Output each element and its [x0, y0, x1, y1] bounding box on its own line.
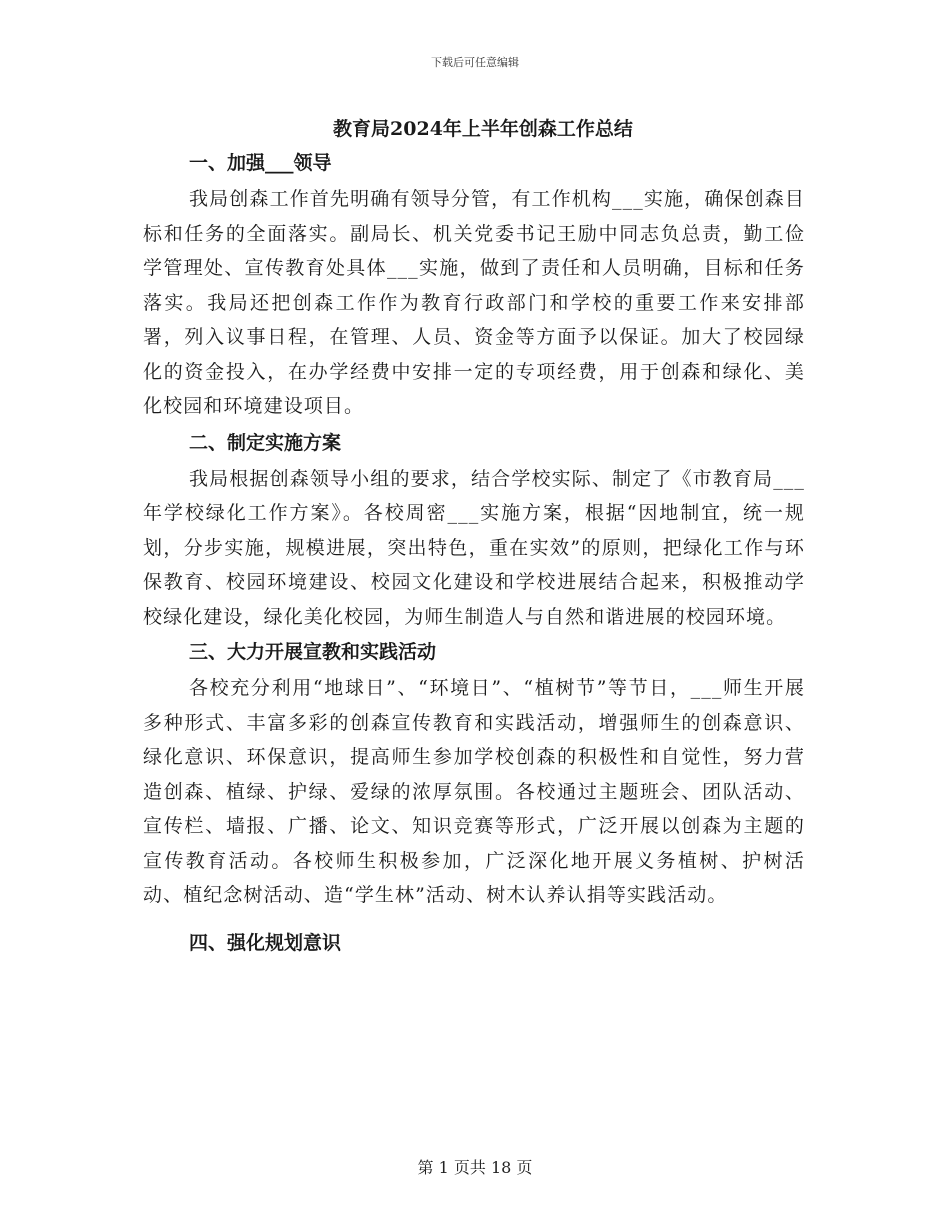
- section-paragraph-3: 各校充分利用“地球日”、“环境日”、“植树节”等节日，___师生开展多种形式、丰富多彩的创森宣传教育和实践活动，增强师生的创森意识、绿化意识、环保意识，提高师生参加学校创森的积极性和自觉性，努力营造创森、植绿、护绿、爱绿的浓厚氛围。各校通过主题班会、团队活动、宣传栏、墙报、广播、论文、知识竞赛等形式，广泛开展以创森为主题的宣传教育活动。各校师生积极参加，广泛深化地开展义务植树、护树活动、植纪念树活动、造“学生林”活动、树木认养认捐等实践活动。: [143, 677, 805, 906]
- section-heading-1: 一、加强___领导: [189, 152, 332, 174]
- page-number: 第 1 页共 18 页: [417, 1158, 533, 1177]
- section-heading-3: 三、大力开展宣教和实践活动: [189, 641, 437, 663]
- section-paragraph-1: 我局创森工作首先明确有领导分管，有工作机构___实施，确保创森目标和任务的全面落实。副局长、机关党委书记王励中同志负总责，勤工俭学管理处、宣传教育处具体___实施，做到了责任和人员明确，目标和任务落实。我局还把创森工作作为教育行政部门和学校的重要工作来安排部署，列入议事日程，在管理、人员、资金等方面予以保证。加大了校园绿化的资金投入，在办学经费中安排一定的专项经费，用于创森和绿化、美化校园和环境建设项目。: [143, 188, 805, 417]
- section-heading-2: 二、制定实施方案: [189, 431, 342, 454]
- header-note: 下载后可任意编辑: [431, 56, 519, 69]
- document-body: [143, 112, 805, 960]
- section-paragraph-2: 我局根据创森领导小组的要求，结合学校实际、制定了《市教育局___年学校绿化工作方案》。各校周密___实施方案，根据“因地制宜，统一规划，分步实施，规模进展，突出特色，重在实效”的原则，把绿化工作与环保教育、校园环境建设、校园文化建设和学校进展结合起来，积极推动学校绿化建设，绿化美化校园，为师生制造人与自然和谐进展的校园环境。: [143, 467, 805, 628]
- section-heading-4: 四、强化规划意识: [189, 931, 342, 954]
- document-title: 教育局2024年上半年创森工作总结: [333, 118, 633, 140]
